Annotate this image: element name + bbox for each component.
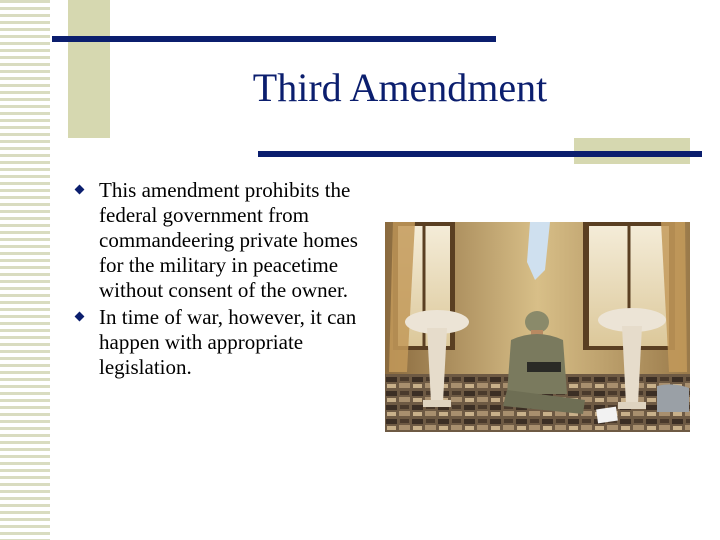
striped-border-decoration	[0, 0, 50, 540]
bullet-text: In time of war, however, it can happen with appropriate legislation.	[99, 305, 357, 379]
diamond-bullet-icon	[75, 312, 85, 322]
diamond-bullet-icon	[75, 185, 85, 195]
bullet-list	[74, 178, 364, 382]
soldier-photo	[385, 222, 690, 432]
slide-title: Third Amendment	[252, 65, 548, 110]
title-rule-bottom	[258, 151, 702, 157]
tan-accent-block-left	[68, 0, 110, 138]
bullet-item	[74, 178, 364, 303]
bullet-item	[74, 305, 364, 380]
bullet-text: This amendment prohibits the federal government from commandeering private homes for the military in peacetime without consent of the owner.	[99, 178, 358, 302]
title-rule-top	[52, 36, 496, 42]
